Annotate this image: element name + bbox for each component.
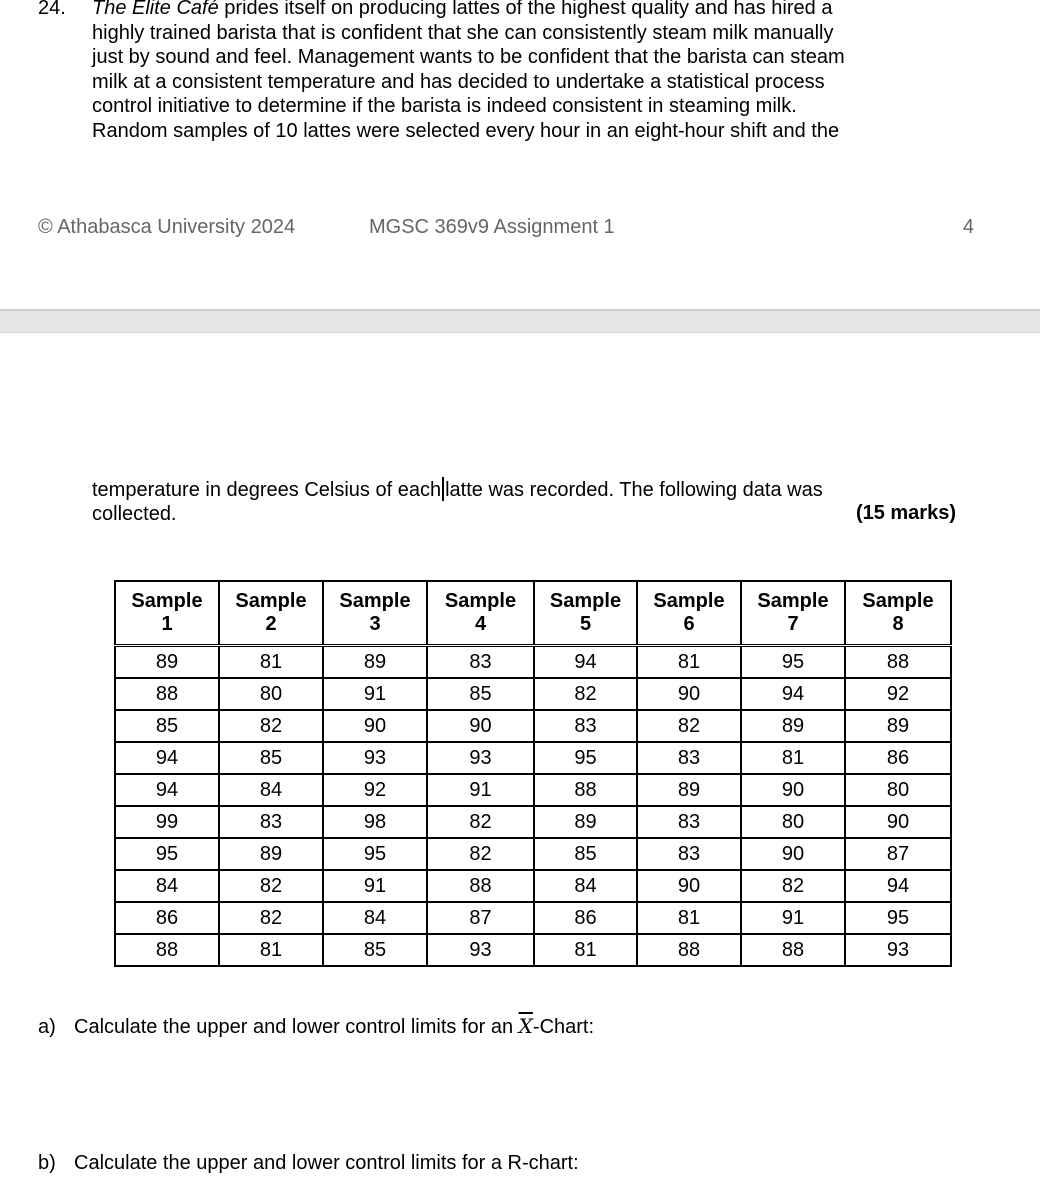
table-cell: 82 [219,710,323,742]
table-cell: 94 [741,678,845,710]
column-header: Sample 8 [845,581,951,646]
column-header: Sample 6 [637,581,741,646]
page-footer [38,216,978,242]
table-cell: 90 [323,710,427,742]
table-cell: 91 [741,902,845,934]
table-cell: 94 [534,646,637,679]
question-line-4: milk at a consistent temperature and has decided to undertake a statistical process [92,70,825,93]
table-cell: 92 [845,678,951,710]
table-cell: 88 [115,678,219,710]
table-cell: 84 [115,870,219,902]
table-cell: 80 [845,774,951,806]
column-header: Sample 2 [219,581,323,646]
course-title: MGSC 369v9 Assignment 1 [369,216,615,238]
column-header: Sample 4 [427,581,534,646]
table-cell: 91 [427,774,534,806]
table-cell: 82 [427,806,534,838]
question-number: 24. [38,0,66,19]
table-cell: 85 [534,838,637,870]
table-cell: 94 [115,774,219,806]
part-b-label: b) [38,1152,56,1174]
table-cell: 83 [219,806,323,838]
page-break-separator [0,309,1040,333]
table-cell: 87 [427,902,534,934]
table-cell: 90 [427,710,534,742]
table-cell: 80 [219,678,323,710]
table-cell: 81 [219,934,323,966]
table-cell: 82 [219,902,323,934]
table-cell: 89 [219,838,323,870]
table-cell: 95 [741,646,845,679]
table-cell: 83 [637,742,741,774]
table-cell: 82 [534,678,637,710]
table-row [115,902,951,934]
table-cell: 88 [534,774,637,806]
column-header: Sample 5 [534,581,637,646]
copyright-notice: © Athabasca University 2024 [38,216,296,238]
table-cell: 88 [637,934,741,966]
part-b [38,1152,579,1175]
table-cell: 98 [323,806,427,838]
table-row [115,710,951,742]
table-cell: 92 [323,774,427,806]
table-cell: 85 [323,934,427,966]
table-cell: 89 [323,646,427,679]
table-cell: 89 [637,774,741,806]
column-header: Sample 3 [323,581,427,646]
table-cell: 82 [219,870,323,902]
continuation-line-1: temperature in degrees Celsius of each latte was recorded. The following data was [92,479,823,501]
table-cell: 86 [534,902,637,934]
table-cell: 93 [845,934,951,966]
table-cell: 95 [845,902,951,934]
table-cell: 82 [637,710,741,742]
question-line-2: highly trained barista that is confident that she can consistently steam milk manually [92,21,834,44]
table-cell: 90 [637,870,741,902]
table-cell: 83 [427,646,534,679]
question-line-6: Random samples of 10 lattes were selected every hour in an eight-hour shift and the [92,119,840,142]
table-row [115,742,951,774]
table-cell: 85 [427,678,534,710]
table-cell: 81 [741,742,845,774]
question-text [92,0,972,143]
table-cell: 94 [115,742,219,774]
text-cursor [442,477,444,501]
table-row [115,934,951,966]
table-cell: 86 [845,742,951,774]
table-cell: 99 [115,806,219,838]
question-line-3: just by sound and feel. Management wants to be confident that the barista can steam [92,46,845,68]
table-cell: 89 [845,710,951,742]
table-row [115,774,951,806]
table-cell: 83 [534,710,637,742]
page-number: 4 [962,216,974,238]
table-row [115,806,951,838]
table-cell: 90 [741,774,845,806]
table-cell: 84 [323,902,427,934]
table-cell: 89 [534,806,637,838]
table-cell: 90 [741,838,845,870]
table-cell: 93 [427,742,534,774]
column-header: Sample 1 [115,581,219,646]
x-bar-symbol: $\overline{X}$ [518,1014,533,1038]
part-a-label: a) [38,1016,56,1038]
temperature-data-table [114,580,952,967]
continuation-line-2: collected. [92,503,177,525]
table-cell: 85 [115,710,219,742]
table-cell: 95 [115,838,219,870]
table-cell: 84 [219,774,323,806]
table-cell: 89 [115,646,219,679]
table-cell: 85 [219,742,323,774]
table-row [115,678,951,710]
table-cell: 83 [637,838,741,870]
table-cell: 84 [534,870,637,902]
table-cell: 81 [219,646,323,679]
table-cell: 83 [637,806,741,838]
table-cell: 91 [323,870,427,902]
table-row [115,838,951,870]
table-cell: 90 [637,678,741,710]
part-b-text: Calculate the upper and lower control limits for a R-chart: [74,1152,579,1174]
table-cell: 95 [323,838,427,870]
column-header: Sample 7 [741,581,845,646]
table-cell: 81 [637,646,741,679]
question-continuation[interactable] [92,477,956,526]
table-row [115,646,951,679]
table-header-row [115,581,951,646]
table-cell: 87 [845,838,951,870]
table-cell: 80 [741,806,845,838]
table-cell: 95 [534,742,637,774]
table-cell: 88 [741,934,845,966]
table-cell: 86 [115,902,219,934]
table-cell: 82 [427,838,534,870]
cafe-name: The Elite Café [92,0,219,19]
table-cell: 91 [323,678,427,710]
table-cell: 93 [323,742,427,774]
table-cell: 82 [741,870,845,902]
table-cell: 88 [845,646,951,679]
table-cell: 93 [427,934,534,966]
table-cell: 90 [845,806,951,838]
table-cell: 81 [637,902,741,934]
question-line-1: The Elite Café prides itself on producing lattes of the highest quality and has hired a [92,0,972,21]
table-cell: 89 [741,710,845,742]
marks-label: (15 marks) [855,502,956,524]
table-cell: 94 [845,870,951,902]
table-cell: 88 [427,870,534,902]
part-a: a) Calculate the upper and lower control limits for an $\overline{X}$-Chart: [38,1014,595,1038]
table-cell: 88 [115,934,219,966]
question-line-5: control initiative to determine if the barista is indeed consistent in steaming milk. [92,95,797,117]
table-row [115,870,951,902]
table-cell: 81 [534,934,637,966]
